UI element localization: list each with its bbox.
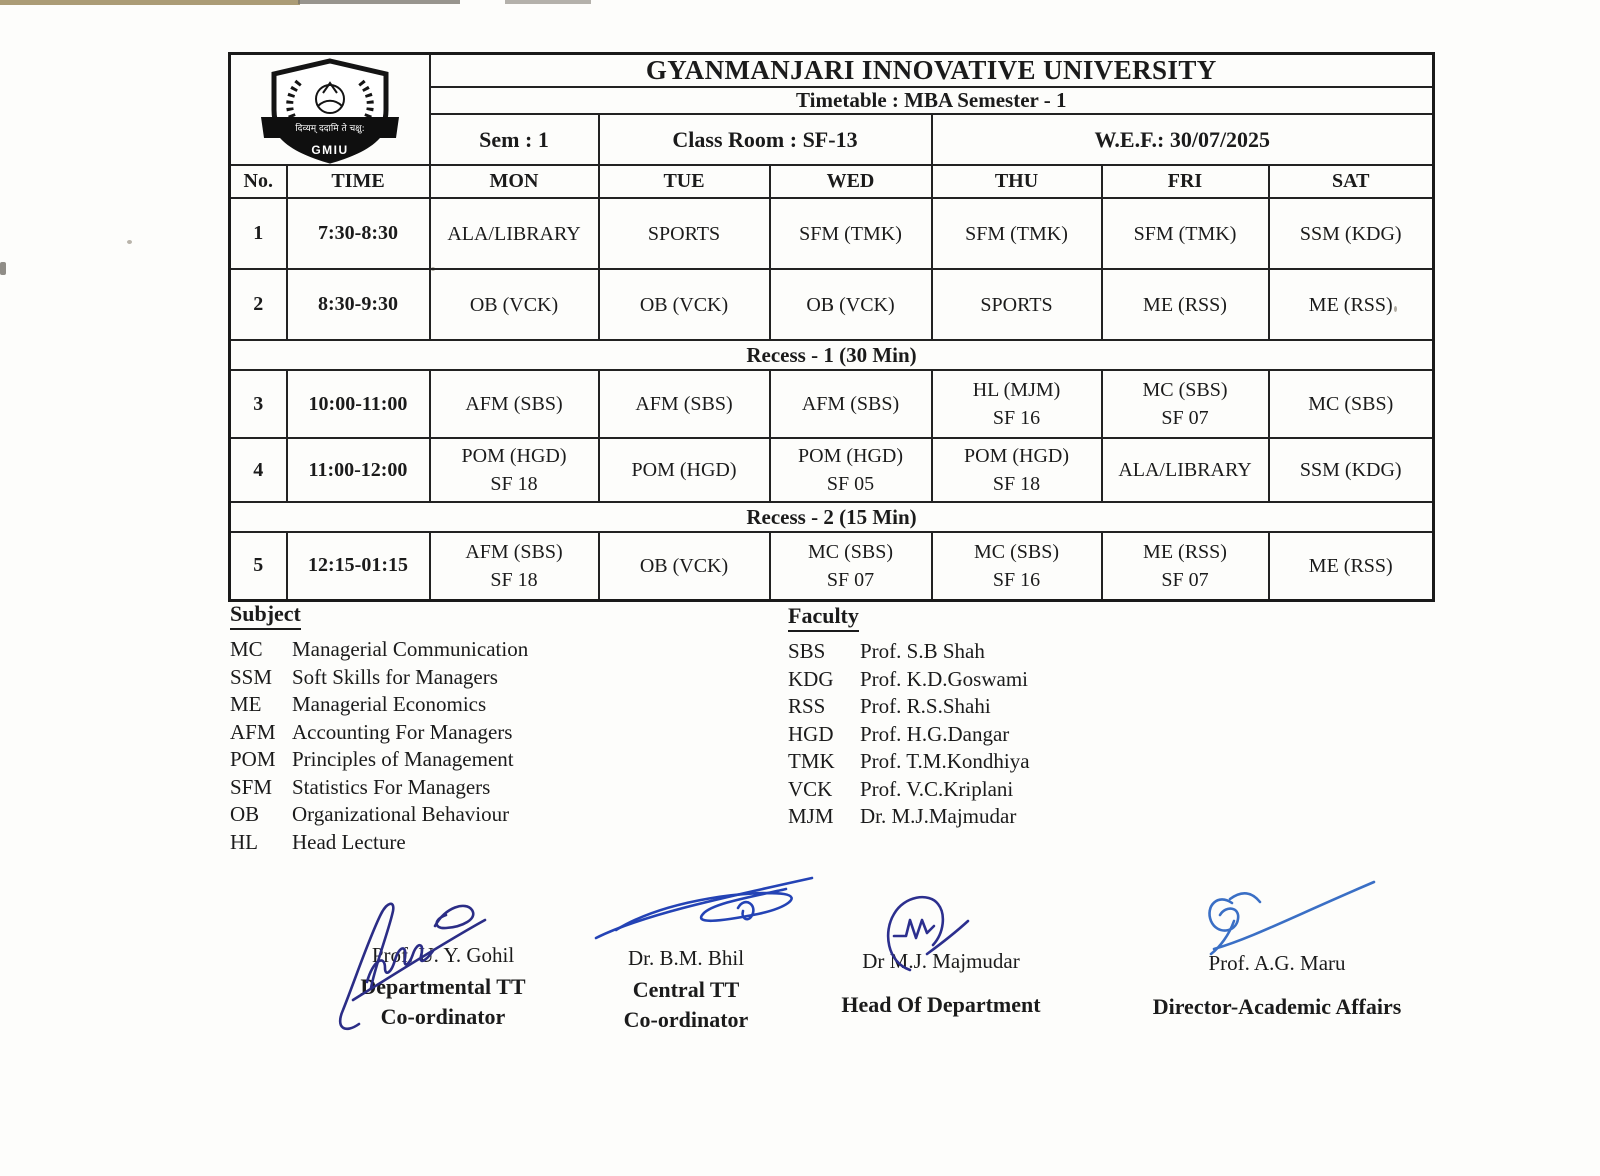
- university-logo-icon: [255, 58, 405, 164]
- signatory-role: Director-Academic Affairs: [1152, 994, 1402, 1019]
- faculty-legend: [788, 603, 1030, 831]
- col-header-sat: SAT: [1269, 165, 1434, 198]
- period-number: 2: [230, 269, 287, 340]
- timetable-row: [230, 269, 1434, 340]
- signatory-name: Dr. B.M. Bhil: [627, 946, 745, 970]
- recess-row: [230, 502, 1434, 532]
- period-number: 5: [230, 532, 287, 600]
- timetable-cell: MC (SBS) SF 07: [770, 532, 932, 600]
- scan-edge-artifact: [0, 0, 300, 5]
- timetable-cell: ALA/LIBRARY: [430, 198, 599, 269]
- timetable-cell: AFM (SBS): [599, 370, 770, 438]
- timetable-cell: POM (HGD) SF 18: [932, 438, 1102, 502]
- day-header-row: [230, 165, 1434, 198]
- timetable-cell: HL (MJM) SF 16: [932, 370, 1102, 438]
- timetable-row: [230, 198, 1434, 269]
- wef-info: W.E.F.: 30/07/2025: [932, 114, 1434, 165]
- subject-item: AFM Accounting For Managers: [230, 719, 513, 744]
- subject-item: ME Managerial Economics: [230, 692, 487, 716]
- timetable-cell: OB (VCK): [770, 269, 932, 340]
- timetable-cell: OB (VCK): [599, 532, 770, 600]
- recess-label: Recess - 2 (15 Min): [230, 502, 1434, 532]
- timetable-cell: POM (HGD): [599, 438, 770, 502]
- timetable-cell: SSM (KDG): [1269, 198, 1434, 269]
- subject-legend: [230, 601, 528, 856]
- logo-acronym-text: GMIU: [311, 142, 349, 157]
- timetable-subtitle: Timetable : MBA Semester - 1: [430, 87, 1434, 114]
- scan-edge-artifact: [298, 0, 460, 4]
- classroom-info: Class Room : SF-13: [599, 114, 932, 165]
- subject-item: MC Managerial Communication: [230, 637, 529, 661]
- signatory-name: Prof. A.G. Maru: [1208, 951, 1346, 975]
- university-logo-cell: [230, 54, 430, 166]
- period-time: 11:00-12:00: [287, 438, 430, 502]
- subject-item: SSM Soft Skills for Managers: [230, 664, 498, 689]
- scan-speck: [0, 262, 6, 275]
- period-number: 4: [230, 438, 287, 502]
- timetable-cell: ME (RSS): [1269, 269, 1434, 340]
- timetable-cell: SPORTS: [932, 269, 1102, 340]
- col-header-no: No.: [230, 165, 287, 198]
- timetable-cell: MC (SBS) SF 16: [932, 532, 1102, 600]
- col-header-time: TIME: [287, 165, 430, 198]
- signatory-departmental-tt: [333, 942, 553, 1032]
- col-header-thu: THU: [932, 165, 1102, 198]
- signatory-director: [1142, 950, 1412, 1022]
- timetable-cell: SFM (TMK): [770, 198, 932, 269]
- period-number: 3: [230, 370, 287, 438]
- faculty-item: SBS Prof. S.B Shah: [788, 639, 985, 663]
- semester-info: Sem : 1: [430, 114, 599, 165]
- signatory-role: Departmental TT: [360, 974, 526, 999]
- timetable-cell: SFM (TMK): [932, 198, 1102, 269]
- period-time: 8:30-9:30: [287, 269, 430, 340]
- timetable-row: [230, 370, 1434, 438]
- subject-item: SFM Statistics For Managers: [230, 774, 491, 799]
- timetable-cell: ME (RSS): [1102, 269, 1269, 340]
- timetable-cell: POM (HGD) SF 05: [770, 438, 932, 502]
- timetable-cell: SFM (TMK): [1102, 198, 1269, 269]
- period-time: 7:30-8:30: [287, 198, 430, 269]
- timetable-cell: MC (SBS): [1269, 370, 1434, 438]
- period-time: 10:00-11:00: [287, 370, 430, 438]
- timetable-cell: OB (VCK): [599, 269, 770, 340]
- timetable-cell: AFM (SBS): [770, 370, 932, 438]
- signatory-role: Co-ordinator: [623, 1007, 749, 1032]
- timetable-table: [228, 52, 1435, 602]
- faculty-item: HGD Prof. H.G.Dangar: [788, 721, 1010, 746]
- scan-edge-artifact: [505, 0, 591, 4]
- subject-item: OB Organizational Behaviour: [230, 802, 510, 826]
- timetable-cell: POM (HGD) SF 18: [430, 438, 599, 502]
- faculty-item: RSS Prof. R.S.Shahi: [788, 694, 991, 718]
- faculty-item: KDG Prof. K.D.Goswami: [788, 666, 1028, 691]
- signatory-hod: [816, 948, 1066, 1020]
- subject-item: HL Head Lecture: [230, 829, 406, 854]
- faculty-item: MJM Dr. M.J.Majmudar: [788, 804, 1017, 828]
- subject-item: POM Principles of Management: [230, 747, 514, 771]
- timetable-cell: SSM (KDG): [1269, 438, 1434, 502]
- timetable-cell: OB (VCK): [430, 269, 599, 340]
- signatory-name: Dr M.J. Majmudar: [862, 949, 1020, 973]
- logo-motto-text: दिव्यम् ददामि ते चक्षु:: [295, 123, 365, 134]
- col-header-mon: MON: [430, 165, 599, 198]
- scan-speck: [127, 240, 132, 244]
- recess-label: Recess - 1 (30 Min): [230, 340, 1434, 370]
- timetable-row: [230, 438, 1434, 502]
- timetable-row: [230, 532, 1434, 600]
- signatory-name: Prof. U. Y. Gohil: [371, 943, 515, 967]
- signatory-role: Head Of Department: [841, 992, 1041, 1017]
- timetable-cell: ME (RSS): [1269, 532, 1434, 600]
- faculty-item: TMK Prof. T.M.Kondhiya: [788, 749, 1030, 773]
- col-header-wed: WED: [770, 165, 932, 198]
- period-number: 1: [230, 198, 287, 269]
- signatory-role: Co-ordinator: [380, 1004, 506, 1029]
- recess-row: [230, 340, 1434, 370]
- timetable-cell: AFM (SBS): [430, 370, 599, 438]
- timetable-cell: ALA/LIBRARY: [1102, 438, 1269, 502]
- timetable-cell: MC (SBS) SF 07: [1102, 370, 1269, 438]
- signatory-central-tt: [576, 945, 796, 1035]
- university-title: GYANMANJARI INNOVATIVE UNIVERSITY: [430, 54, 1434, 88]
- timetable-cell: ME (RSS) SF 07: [1102, 532, 1269, 600]
- subject-legend-heading: Subject: [230, 601, 301, 630]
- faculty-item: VCK Prof. V.C.Kriplani: [788, 776, 1014, 801]
- faculty-legend-heading: Faculty: [788, 603, 859, 632]
- period-time: 12:15-01:15: [287, 532, 430, 600]
- col-header-fri: FRI: [1102, 165, 1269, 198]
- timetable-cell: AFM (SBS) SF 18: [430, 532, 599, 600]
- col-header-tue: TUE: [599, 165, 770, 198]
- timetable-cell: SPORTS: [599, 198, 770, 269]
- signatory-role: Central TT: [632, 977, 740, 1002]
